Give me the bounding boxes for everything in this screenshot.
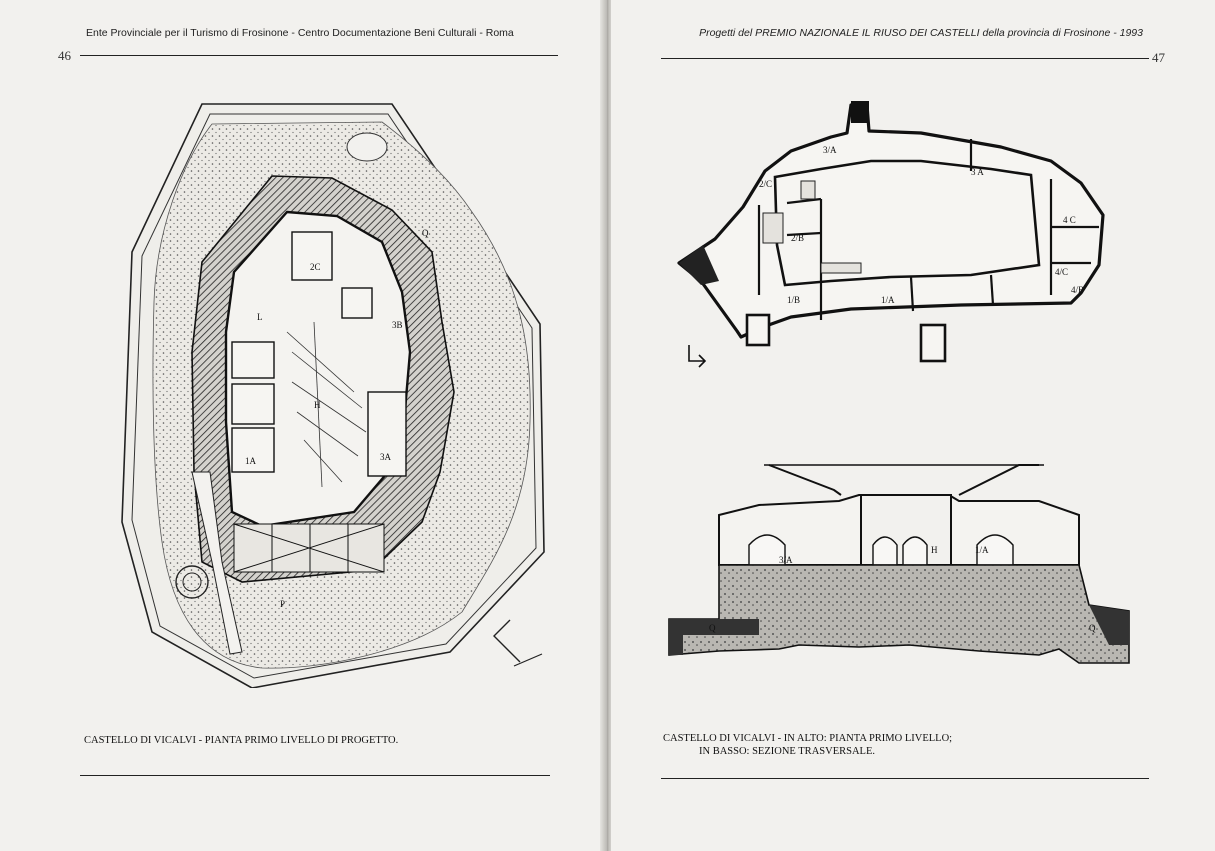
left-header-rule: [80, 55, 558, 56]
right-page-number: 47: [1152, 50, 1165, 65]
plan-label-1-b: 1/B: [787, 295, 801, 305]
castle-plan-right: [671, 95, 1111, 385]
left-figure-caption: CASTELLO DI VICALVI - PIANTA PRIMO LIVELLO DI PROGETTO.: [84, 735, 399, 746]
right-running-header: Progetti del PREMIO NAZIONALE IL RIUSO DEI CASTELLI della provincia di Frosinone - 1993: [699, 27, 1143, 39]
castle-plan-left: [92, 92, 554, 688]
right-figure-caption-line1: CASTELLO DI VICALVI - IN ALTO: PIANTA PRIMO LIVELLO;: [663, 733, 953, 744]
plan-label-4-c: 4/C: [1055, 267, 1069, 277]
castle-cross-section: [659, 455, 1139, 675]
right-header-rule: [661, 58, 1149, 59]
plan-label-4c: 4 C: [1063, 215, 1076, 225]
left-footer-rule: [80, 775, 550, 776]
right-figure-caption-line2: IN BASSO: SEZIONE TRASVERSALE.: [699, 746, 875, 757]
left-running-header: Ente Provinciale per il Turismo di Frosinone - Centro Documentazione Beni Culturali - Roma: [86, 27, 514, 39]
left-page: [0, 0, 604, 851]
plan-label-h: H: [314, 400, 321, 410]
plan-label-2-c: 2/C: [759, 179, 773, 189]
plan-label-3a: 3A: [380, 452, 391, 462]
section-label-1-a: 1/A: [975, 545, 989, 555]
plan-label-3-a: 3/A: [823, 145, 837, 155]
plan-label-l: L: [257, 312, 263, 322]
plan-label-3a-east: 3 A: [971, 167, 984, 177]
section-label-h: H: [931, 545, 938, 555]
section-label-3-a: 3/A: [779, 555, 793, 565]
plan-label-2-b: 2/B: [791, 233, 805, 243]
plan-label-1a: 1A: [245, 456, 256, 466]
section-label-q-left: Q: [709, 623, 716, 633]
plan-label-1-a: 1/A: [881, 295, 895, 305]
left-page-number: 46: [58, 48, 71, 63]
plan-label-q: Q: [422, 228, 429, 238]
plan-label-4-b: 4/B: [1071, 285, 1085, 295]
plan-label-2c: 2C: [310, 262, 321, 272]
north-arrow-left: [490, 610, 550, 670]
section-label-q-right: Q: [1089, 623, 1096, 633]
right-page: [611, 0, 1215, 851]
right-footer-rule: [661, 778, 1149, 779]
plan-label-3b: 3B: [392, 320, 403, 330]
plan-label-p: P: [280, 599, 286, 609]
